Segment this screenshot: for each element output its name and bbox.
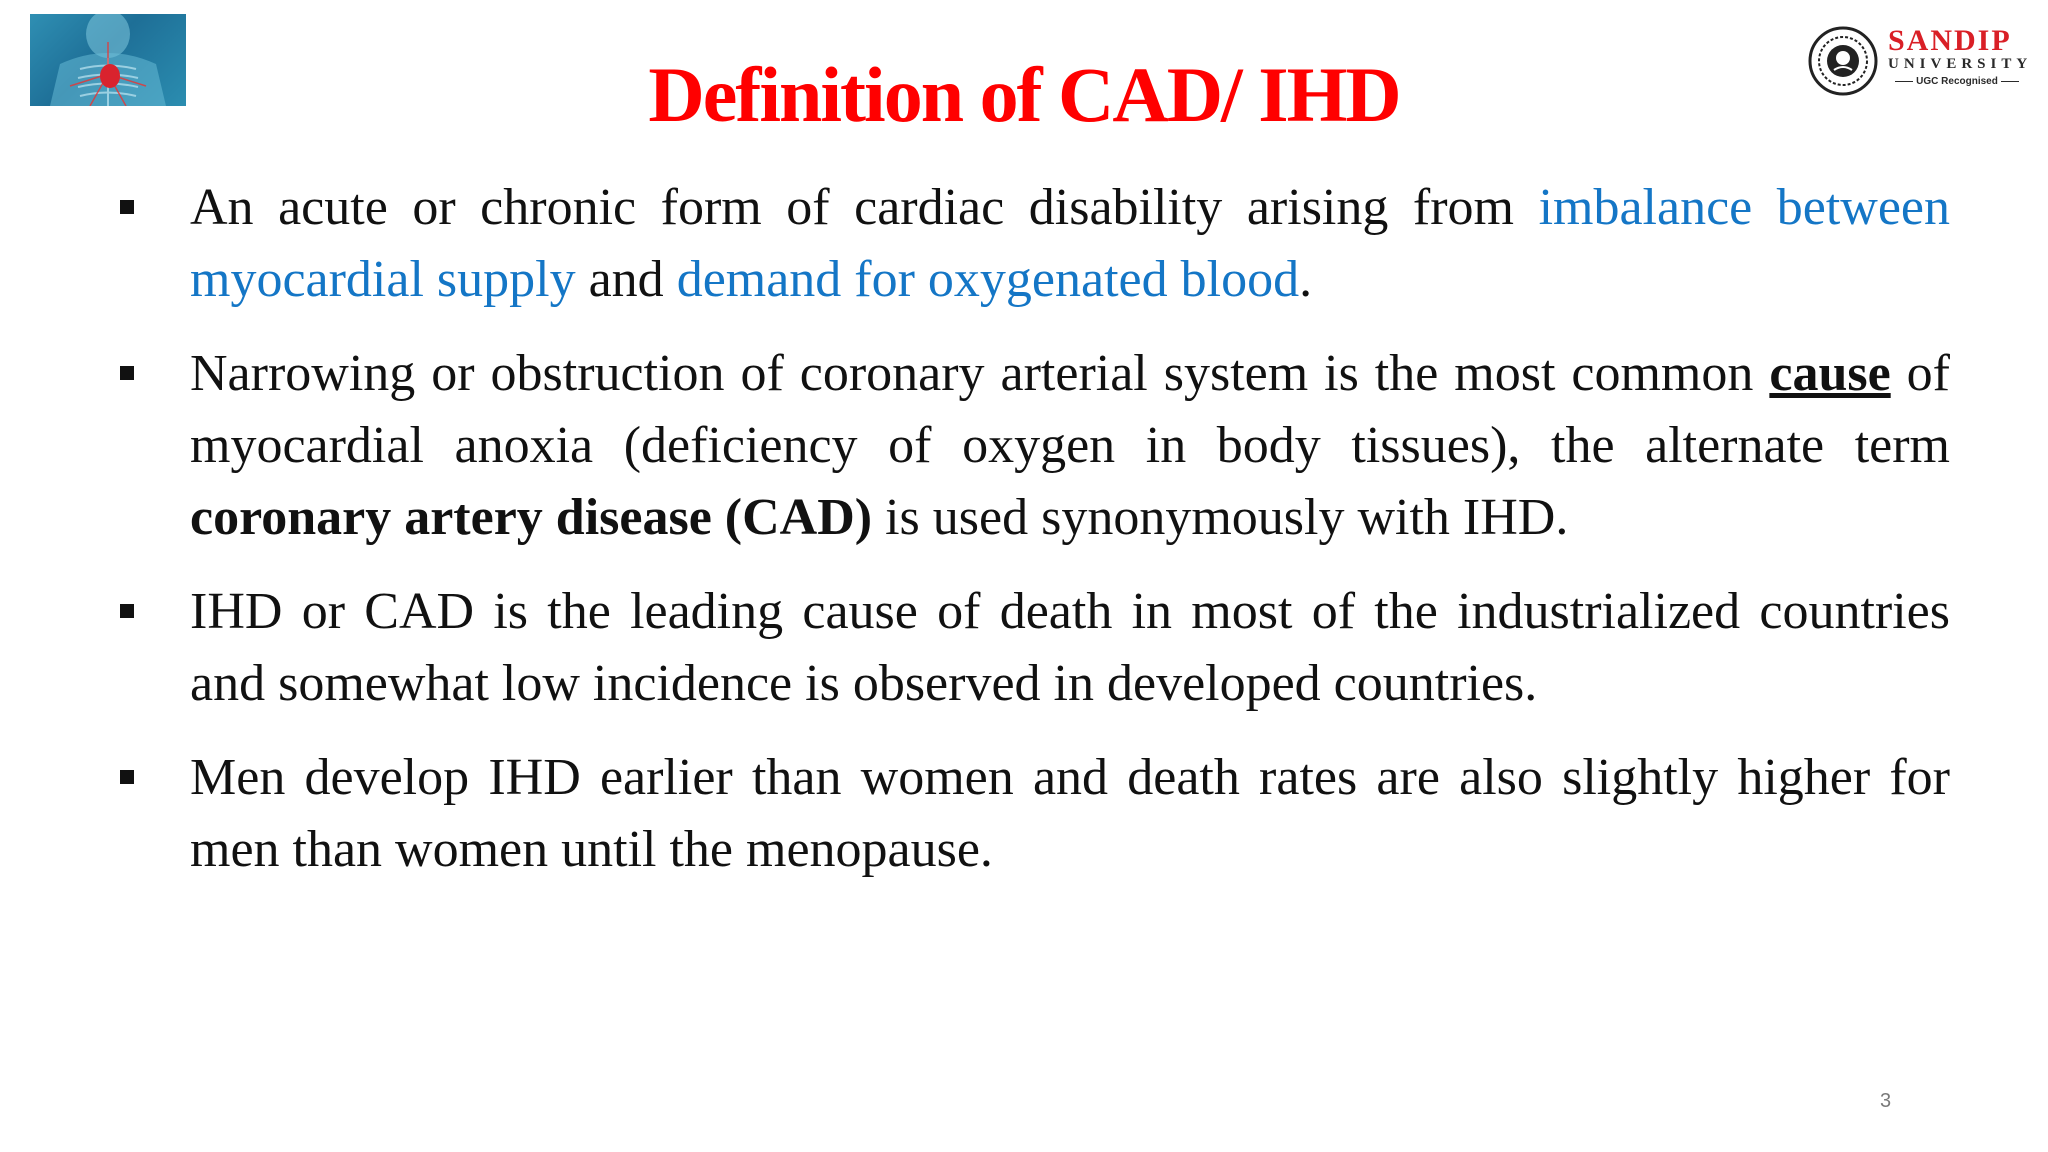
highlight-text: imbalance between myocardial supply — [190, 179, 1951, 308]
bullet-list — [110, 172, 1950, 908]
bullet-text: and — [575, 251, 677, 308]
logo-tagline-text: UGC Recognised — [1916, 76, 1998, 87]
page-number: 3 — [1880, 1090, 1892, 1112]
bullet-text: IHD or CAD is the leading cause of death in most of the industrialized countries and somewhat low incidence is observed in developed countries. — [190, 583, 1950, 712]
bold-text: coronary artery disease (CAD) — [190, 489, 873, 546]
logo-tagline — [1888, 76, 2026, 87]
bullet-text: . — [1299, 251, 1313, 308]
bullet-text: Narrowing or obstruction of coronary arterial system is the most common — [190, 345, 1770, 402]
bullet-square-icon — [120, 200, 134, 214]
bullet-item-gender — [110, 742, 1950, 886]
bullet-item-leading-cause — [110, 576, 1950, 720]
bullet-text: Men develop IHD earlier than women and death rates are also slightly higher for men than women until the menopause. — [190, 749, 1950, 878]
highlight-text: demand for oxygenated blood — [676, 251, 1300, 308]
bullet-square-icon — [120, 604, 134, 618]
bullet-item-definition — [110, 172, 1950, 316]
university-seal-icon — [1808, 26, 1878, 96]
bullet-square-icon — [120, 770, 134, 784]
bullet-text: is used synonymously with IHD. — [872, 489, 1569, 546]
logo-name: SANDIP — [1888, 24, 2012, 57]
bullet-item-cause — [110, 338, 1950, 554]
bullet-square-icon — [120, 366, 134, 380]
slide-title: Definition of CAD/ IHD — [648, 51, 1400, 138]
bullet-text: An acute or chronic form of cardiac disability arising from — [190, 179, 1539, 236]
logo-subtitle: UNIVERSITY — [1888, 56, 2033, 72]
bullet-text: of myocardial anoxia (deficiency of oxygen in body tissues), the alternate term — [190, 345, 1950, 474]
underlined-text: cause — [1769, 345, 1891, 402]
sandip-university-logo — [1808, 22, 2033, 100]
